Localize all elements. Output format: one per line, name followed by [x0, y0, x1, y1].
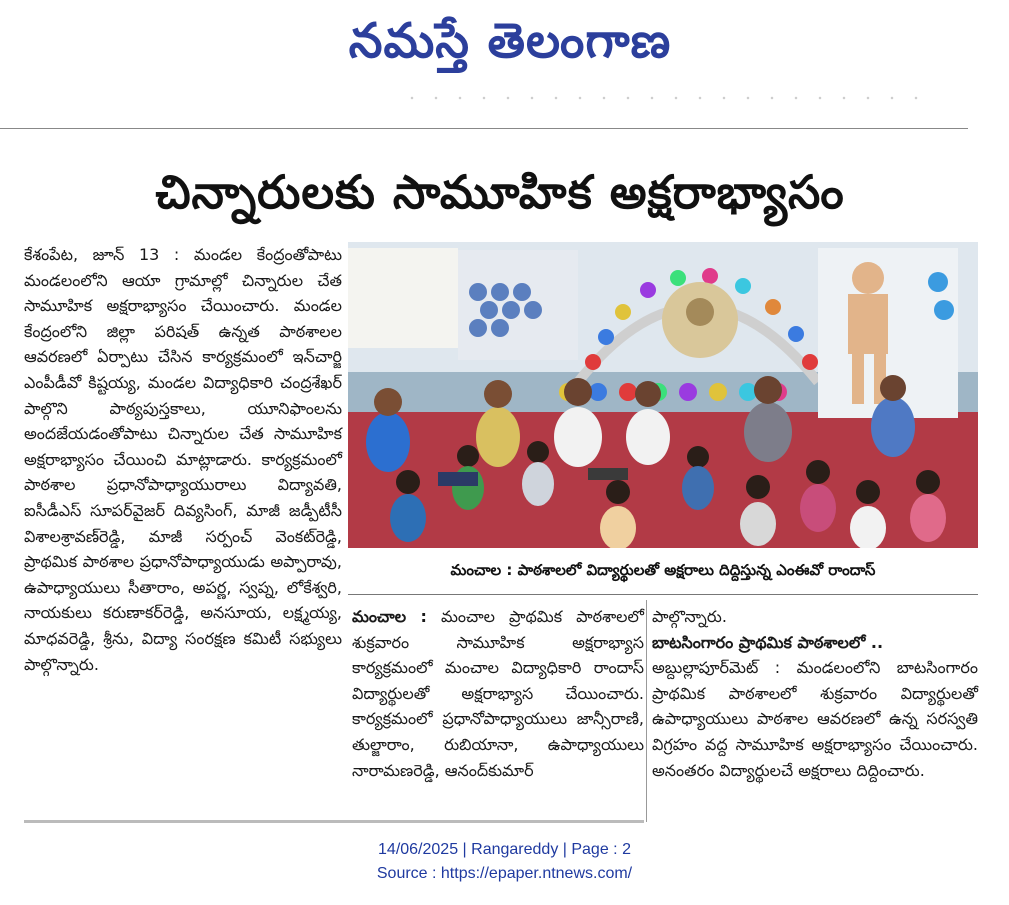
article-bottom-rule [24, 820, 644, 823]
article-photo [348, 242, 978, 548]
right-column-continuation: పాల్గొన్నారు. [652, 607, 727, 626]
caption-rule [348, 594, 978, 595]
left-column-body: మండల కేంద్రంతోపాటు మండలంలోని ఆయా గ్రామాల్లో చిన్నారుల చేత సామూహిక అక్షరాభ్యాసం చేయించారు. మండల కేంద్రంలోని జిల్లా పరిషత్ ఉన్నత పాఠశాలల ఆవరణలో ఏర్పాటు చేసిన కార్యక్రమంలో ఇన్‌చార్జి ఎంపీడీవో కిష్టయ్య, మండల విద్యాధికారి చంద్రశేఖర్ పాల్గొని పాఠ్యపుస్తకాలు, యూనిఫాంలను అందజేయడంతోపాటు చిన్నారుల చేత సామూహిక అక్షరాభ్యాసం చేయించి మాట్లాడారు. కార్యక్రమంలో పాఠశాల ప్రధానోపాధ్యాయురాలు విద్యావతి, ఐసీడీఎస్ సూపర్‌వైజర్ దివ్యసింగ్, మాజీ జడ్పీటీసీ విశాలశ్రావణ్‌రెడ్డి, మాజీ సర్పంచ్ వెంకట్‌రెడ్డి, ప్రాథమిక పాఠశాల ప్రధానోపాధ్యాయుడు అప్పారావు, ఉపాధ్యాయులు సీతారాం, అపర్ణ, స్వప్న, లోకేశ్వరి, నాయకులు కరుణాకర్‌రెడ్డి, అనసూయ, లక్ష్మయ్య, మాధవరెడ్డి, శ్రీను, విద్యా సంరక్షణ కమిటీ సభ్యులు పాల్గొన్నారు. [24, 245, 342, 674]
article-left-column [24, 242, 342, 812]
photo-caption: మంచాల : పాఠశాలలో విద్యార్థులతో అక్షరాలు దిద్దిస్తున్న ఎంఈవో రాందాస్ [450, 561, 876, 579]
column-divider [646, 600, 647, 822]
right-column-body: అబ్దుల్లాపూర్‌మెట్ : మండలంలోని బాటసింగారం ప్రాథమిక పాఠశాలలో శుక్రవారం విద్యార్థులతో ఉపాధ్యాయులు పాఠశాల ఆవరణలో ఉన్న సరస్వతి విగ్రహం వద్ద సామూహిక అక్షరాభ్యాసం చేయించారు. అనంతరం విద్యార్థులచే అక్షరాలు దిద్దించారు. [652, 658, 978, 780]
dateline: కేశంపేట, జూన్ 13 : [24, 245, 180, 264]
masthead-decoration [400, 95, 920, 101]
middle-column-body: మంచాల ప్రాథమిక పాఠశాలలో శుక్రవారం సామూహిక అక్షరాభ్యాస కార్యక్రమంలో మంచాల విద్యాధికారి రాందాస్ విద్యార్థులతో అక్షరాభ్యాస చేయించారు. కార్యక్రమంలో ప్రధానోపాధ్యాయులు జాన్సీరాణి, తుల్జారాం, రుబియానా, ఉపాధ్యాయులు నారామణరెడ్డి, ఆనంద్‌కుమార్ [352, 607, 644, 780]
article-headline: చిన్నారులకు సామూహిక అక్షరాభ్యాసం [155, 165, 845, 219]
footer-date-edition: 14/06/2025 | Rangareddy | Page : 2 [378, 841, 631, 858]
right-column-subhead: బాటసింగారం ప్రాథమిక పాఠశాలలో .. [652, 632, 884, 652]
header-rule [0, 128, 968, 129]
masthead-logo: నమస్తే తెలంగాణ [348, 13, 672, 69]
article-middle-column [352, 604, 644, 818]
article-right-column [652, 604, 978, 818]
footer-source: Source : https://epaper.ntnews.com/ [376, 865, 633, 882]
middle-dateline: మంచాల : [352, 607, 427, 626]
page-footer [0, 838, 1009, 888]
